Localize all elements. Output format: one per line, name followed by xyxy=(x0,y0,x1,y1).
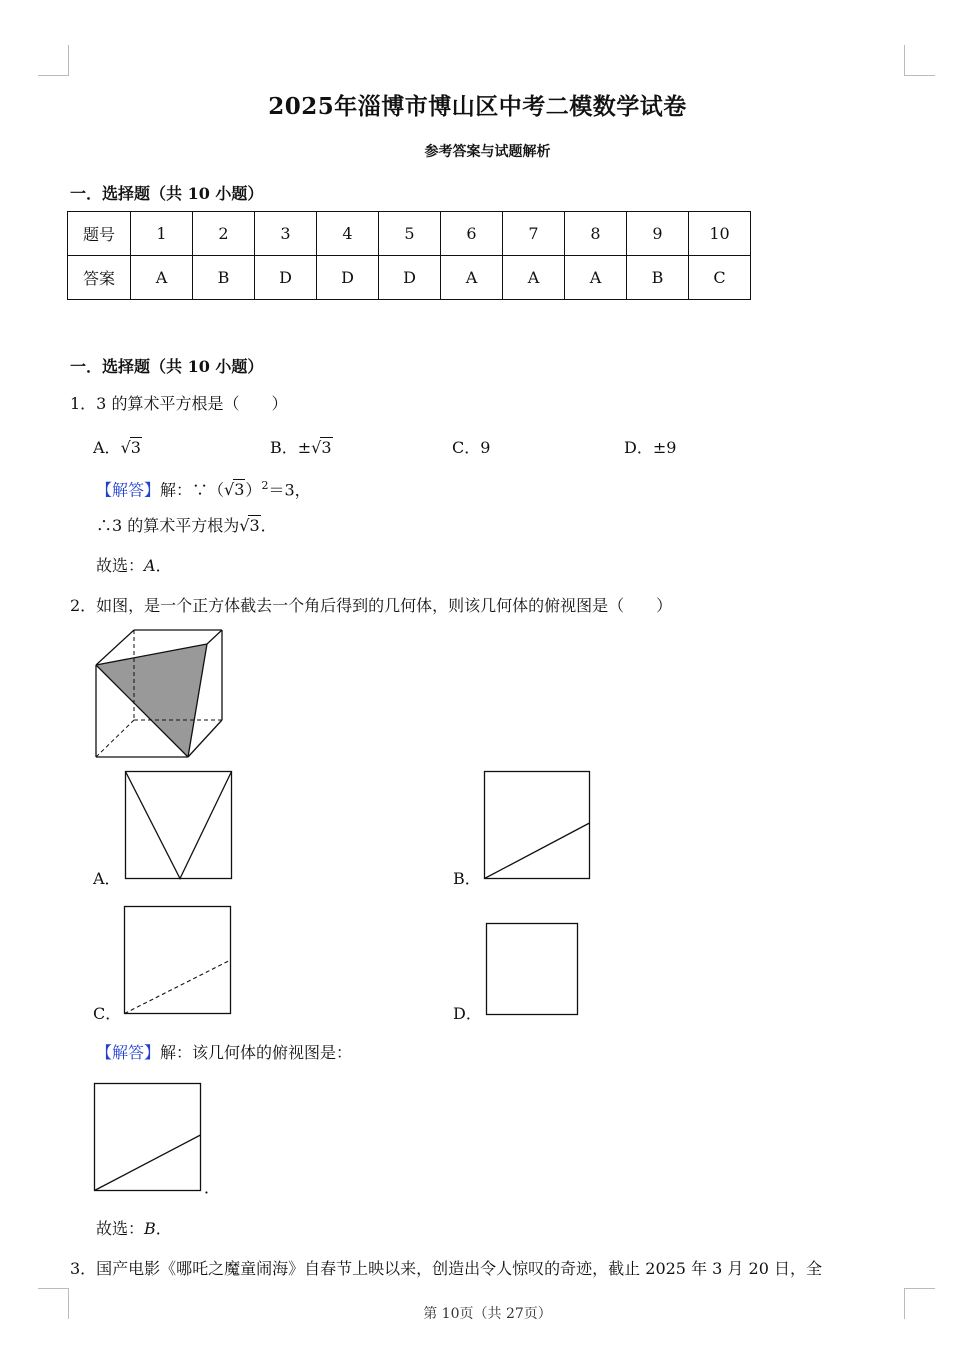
section-heading-1: 一．选择题（共 10 小题） xyxy=(70,184,264,203)
table-cell: 3 xyxy=(255,212,317,256)
question-3-stem: 3．国产电影《哪吒之魔童闹海》自春节上映以来，创造出令人惊叹的奇迹，截止 2025 年 3 月 20 日，全 xyxy=(70,1259,822,1278)
table-cell: A xyxy=(131,256,193,300)
q2-solution-period: ． xyxy=(204,1178,221,1197)
crop-mark-top-right xyxy=(904,45,935,76)
solution-text: ． xyxy=(260,516,277,535)
table-cell: 5 xyxy=(379,212,441,256)
cube-figure xyxy=(90,626,230,762)
exponent: 2 xyxy=(261,479,269,492)
q2-option-c-figure xyxy=(123,905,233,1016)
solution-text: 解：该几何体的俯视图是： xyxy=(160,1043,353,1062)
answer-tag: 【解答】 xyxy=(96,1043,161,1062)
q1-option-b xyxy=(270,435,333,458)
question-1-stem: 1．3 的算术平方根是（ ） xyxy=(70,394,288,413)
choice-prefix: 故选： xyxy=(96,1219,145,1238)
question-2-stem: 2．如图，是一个正方体截去一个角后得到的几何体，则该几何体的俯视图是（ ） xyxy=(70,596,673,615)
q2-choice xyxy=(96,1219,172,1239)
q2-option-a-label: A． xyxy=(93,869,121,888)
page-title: 2025年淄博市博山区中考二模数学试卷 xyxy=(268,93,687,120)
choice-letter: A xyxy=(144,556,156,575)
sqrt-symbol: √ xyxy=(224,480,235,500)
choice-prefix: 故选： xyxy=(96,556,145,575)
table-cell: D xyxy=(317,256,379,300)
table-cell: B xyxy=(193,256,255,300)
q1-option-c: C．9 xyxy=(452,438,491,457)
sqrt-symbol: √ xyxy=(311,438,322,457)
table-cell: A xyxy=(441,256,503,300)
table-cell: D xyxy=(379,256,441,300)
answer-table-number-row xyxy=(68,212,751,256)
table-cell: 1 xyxy=(131,212,193,256)
q2-option-d-figure xyxy=(485,922,580,1017)
table-cell: 7 xyxy=(503,212,565,256)
table-cell: 6 xyxy=(441,212,503,256)
table-cell: A xyxy=(565,256,627,300)
q1-solution-line-1 xyxy=(96,476,311,500)
q2-option-b-label: B． xyxy=(453,869,481,888)
q2-option-d-label: D． xyxy=(453,1004,482,1023)
table-cell: 10 xyxy=(689,212,751,256)
section-heading-2: 一．选择题（共 10 小题） xyxy=(70,357,264,376)
table-cell: D xyxy=(255,256,317,300)
q2-solution-line xyxy=(96,1043,352,1063)
radicand: 3 xyxy=(234,480,245,500)
solution-text: ＝3， xyxy=(268,480,311,500)
radicand: 3 xyxy=(321,438,332,457)
option-label: A． xyxy=(93,438,121,457)
answer-table-answer-row xyxy=(68,256,751,300)
q1-option-d: D．±9 xyxy=(624,438,677,457)
q2-option-c-label: C． xyxy=(93,1004,122,1023)
choice-letter: B xyxy=(144,1219,156,1238)
option-label: B．± xyxy=(270,438,312,457)
table-cell: 9 xyxy=(627,212,689,256)
q2-option-a-figure xyxy=(124,770,234,880)
table-cell: 8 xyxy=(565,212,627,256)
table-cell: 2 xyxy=(193,212,255,256)
sqrt-symbol: √ xyxy=(120,438,131,457)
table-header-cell: 题号 xyxy=(68,212,131,256)
answer-tag: 【解答】 xyxy=(96,480,161,500)
q2-solution-figure xyxy=(93,1082,203,1193)
table-cell: A xyxy=(503,256,565,300)
table-cell: C xyxy=(689,256,751,300)
table-header-cell: 答案 xyxy=(68,256,131,300)
sqrt-symbol: √ xyxy=(239,516,250,535)
solution-text: ） xyxy=(245,480,262,500)
table-cell: B xyxy=(627,256,689,300)
q2-option-b-figure xyxy=(483,770,592,880)
solution-text: 解：∵（ xyxy=(160,480,225,500)
crop-mark-top-left xyxy=(38,45,69,76)
table-cell: 4 xyxy=(317,212,379,256)
page-subtitle: 参考答案与试题解析 xyxy=(424,144,551,160)
radicand: 3 xyxy=(130,438,141,457)
q1-choice xyxy=(96,556,172,576)
q1-solution-line-2 xyxy=(96,516,277,536)
page-footer: 第 10页（共 27页） xyxy=(423,1306,552,1322)
choice-end: ． xyxy=(155,556,172,575)
choice-end: ． xyxy=(155,1219,172,1238)
solution-text: ∴3 的算术平方根为 xyxy=(96,516,240,535)
answer-table xyxy=(67,211,751,300)
radicand: 3 xyxy=(249,516,260,535)
q1-option-a xyxy=(93,435,142,458)
